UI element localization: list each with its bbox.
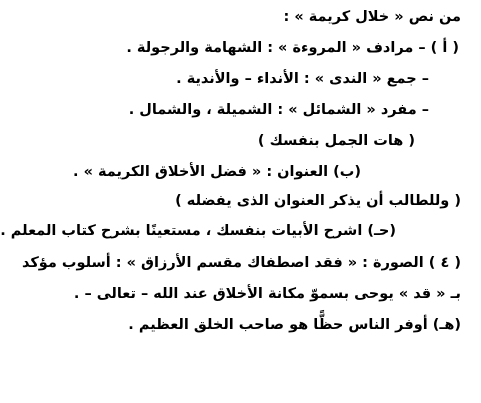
answer-e-statement: (هـ) أوفر الناس حظًّا هو صاحب الخلق العظيم . xyxy=(128,317,461,333)
answer-d-continuation: بـ « قد » يوحى بسموّ مكانة الأخلاق عند الله – تعالى – . xyxy=(73,286,461,302)
answer-a-singular: – مفرد « الشمائل » : الشميلة ، والشمال . xyxy=(128,102,429,118)
answer-b-title: (ب) العنوان : « فضل الأخلاق الكريمة » . xyxy=(73,164,361,180)
answer-a-plural: – جمع « الندى » : الأنداء – والأندية . xyxy=(176,71,429,87)
answer-a-note: ( هات الجمل بنفسك ) xyxy=(257,133,415,149)
answer-c-explain: (حـ) اشرح الأبيات بنفسك ، مستعينًا بشرح كتاب المعلم . xyxy=(0,223,396,239)
section-intro: من نص « خلال كريمة » : xyxy=(283,9,461,25)
answer-b-note: ( وللطالب أن يذكر العنوان الذى يفضله ) xyxy=(175,193,461,209)
answer-a-synonym: ( أ ) – مرادف « المروءة » : الشهامة والرجولة . xyxy=(126,40,459,56)
answer-d-image: ( ٤ ) الصورة : « فقد اصطفاك مقسم الأرزاق » : أسلوب مؤكد xyxy=(22,255,461,271)
